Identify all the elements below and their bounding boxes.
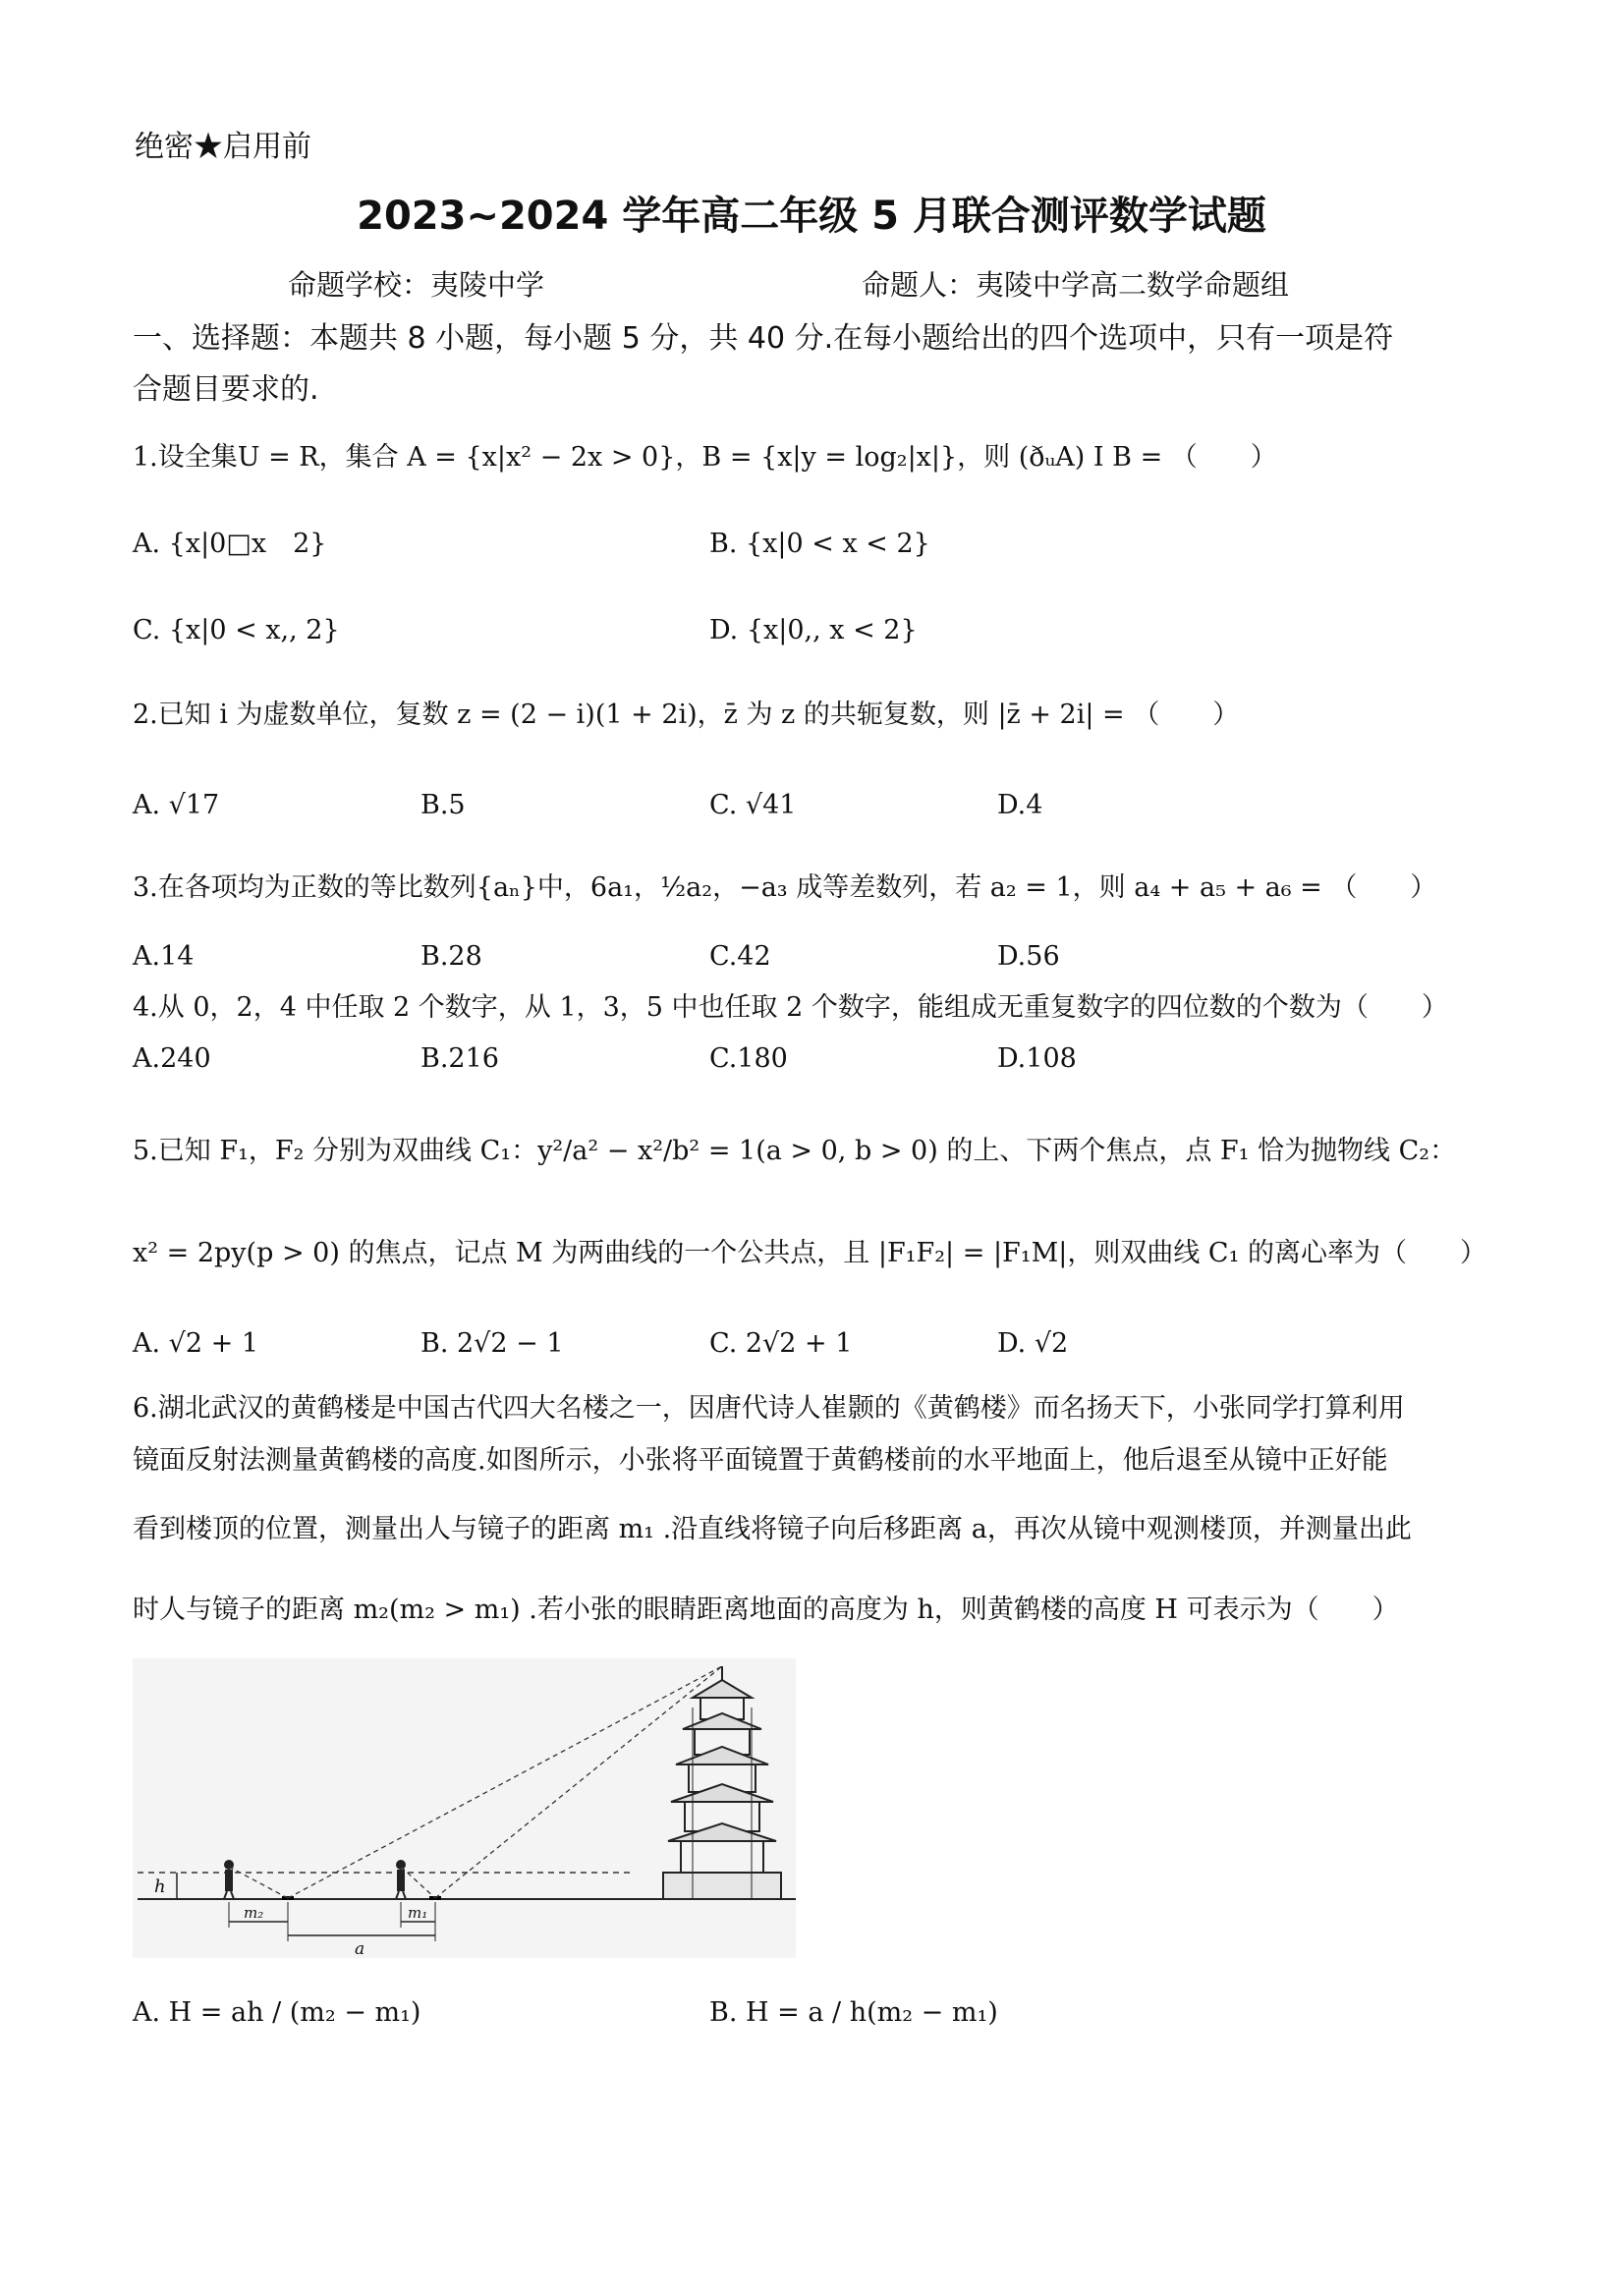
confidential-stamp: 绝密★启用前: [135, 130, 311, 164]
q4-option-a: A.240: [133, 1043, 211, 1074]
label-h: h: [154, 1876, 166, 1897]
q2-option-d: D.4: [997, 790, 1043, 820]
question-5-cont: x² = 2py(p > 0) 的焦点，记点 M 为两曲线的一个公共点，且 |F₁F₂| = |F₁M|，则双曲线 C₁ 的离心率为（ ）: [133, 1238, 1486, 1268]
q6-option-a: A. H = ah / (m₂ − m₁): [133, 1997, 421, 2028]
page-title: 2023~2024 学年高二年级 5 月联合测评数学试题: [357, 194, 1266, 239]
q5-option-c: C. 2√2 + 1: [709, 1328, 853, 1359]
exam-author: 命题人：夷陵中学高二数学命题组: [862, 268, 1290, 302]
question-4: 4.从 0，2，4 中任取 2 个数字，从 1，3，5 中也任取 2 个数字，能组成无重复数字的四位数的个数为（ ）: [133, 992, 1448, 1023]
section-heading: 一、选择题：本题共 8 小题，每小题 5 分，共 40 分.在每小题给出的四个选项中，只有一项是符: [133, 321, 1394, 356]
q1-option-b: B. {x|0 < x < 2}: [709, 529, 930, 559]
question-6-line4: 时人与镜子的距离 m₂(m₂ > m₁) .若小张的眼睛距离地面的高度为 h，则黄鹤楼的高度 H 可表示为（ ）: [133, 1595, 1399, 1625]
question-6-line2: 镜面反射法测量黄鹤楼的高度.如图所示，小张将平面镜置于黄鹤楼前的水平地面上，他后退至从镜中正好能: [133, 1445, 1388, 1476]
question-2: 2.已知 i 为虚数单位，复数 z = (2 − i)(1 + 2i)，z̄ 为 z 的共轭复数，则 |z̄ + 2i| = （ ）: [133, 700, 1240, 730]
q1-option-d: D. {x|0,, x < 2}: [709, 615, 918, 645]
q3-option-a: A.14: [133, 941, 195, 972]
section-heading-cont: 合题目要求的.: [133, 372, 319, 407]
label-m2: m₂: [244, 1904, 264, 1922]
q3-option-b: B.28: [420, 941, 482, 972]
question-5: 5.已知 F₁，F₂ 分别为双曲线 C₁：y²/a² − x²/b² = 1(a > 0, b > 0) 的上、下两个焦点，点 F₁ 恰为抛物线 C₂：: [133, 1136, 1457, 1166]
q3-option-d: D.56: [997, 941, 1060, 972]
q5-option-a: A. √2 + 1: [133, 1328, 259, 1359]
tower-measurement-figure: [133, 1658, 796, 1958]
q2-option-a: A. √17: [133, 790, 220, 820]
q2-option-c: C. √41: [709, 790, 797, 820]
label-a: a: [355, 1939, 365, 1958]
q4-option-b: B.216: [420, 1043, 499, 1074]
q1-option-c: C. {x|0 < x,, 2}: [133, 615, 340, 645]
q3-option-c: C.42: [709, 941, 771, 972]
question-6-line3: 看到楼顶的位置，测量出人与镜子的距离 m₁ .沿直线将镜子向后移距离 a，再次从镜中观测楼顶，并测量出此: [133, 1514, 1412, 1544]
question-6: 6.湖北武汉的黄鹤楼是中国古代四大名楼之一，因唐代诗人崔颢的《黄鹤楼》而名扬天下，小张同学打算利用: [133, 1393, 1405, 1424]
label-m1: m₁: [408, 1904, 428, 1922]
q6-option-b: B. H = a / h(m₂ − m₁): [709, 1997, 998, 2028]
question-1: 1.设全集U = R，集合 A = {x|x² − 2x > 0}，B = {x|y = log₂|x|}，则 (ðᵤA) I B = （ ）: [133, 442, 1277, 473]
q5-option-b: B. 2√2 − 1: [420, 1328, 564, 1359]
figure-background: [133, 1658, 796, 1958]
exam-school: 命题学校：夷陵中学: [288, 268, 545, 302]
q5-option-d: D. √2: [997, 1328, 1069, 1359]
q4-option-d: D.108: [997, 1043, 1077, 1074]
q4-option-c: C.180: [709, 1043, 788, 1074]
q2-option-b: B.5: [420, 790, 466, 820]
q1-option-a: A. {x|0□x 2}: [133, 529, 327, 559]
question-3: 3.在各项均为正数的等比数列{aₙ}中，6a₁，½a₂，−a₃ 成等差数列，若 a₂ = 1，则 a₄ + a₅ + a₆ = （ ）: [133, 872, 1437, 903]
